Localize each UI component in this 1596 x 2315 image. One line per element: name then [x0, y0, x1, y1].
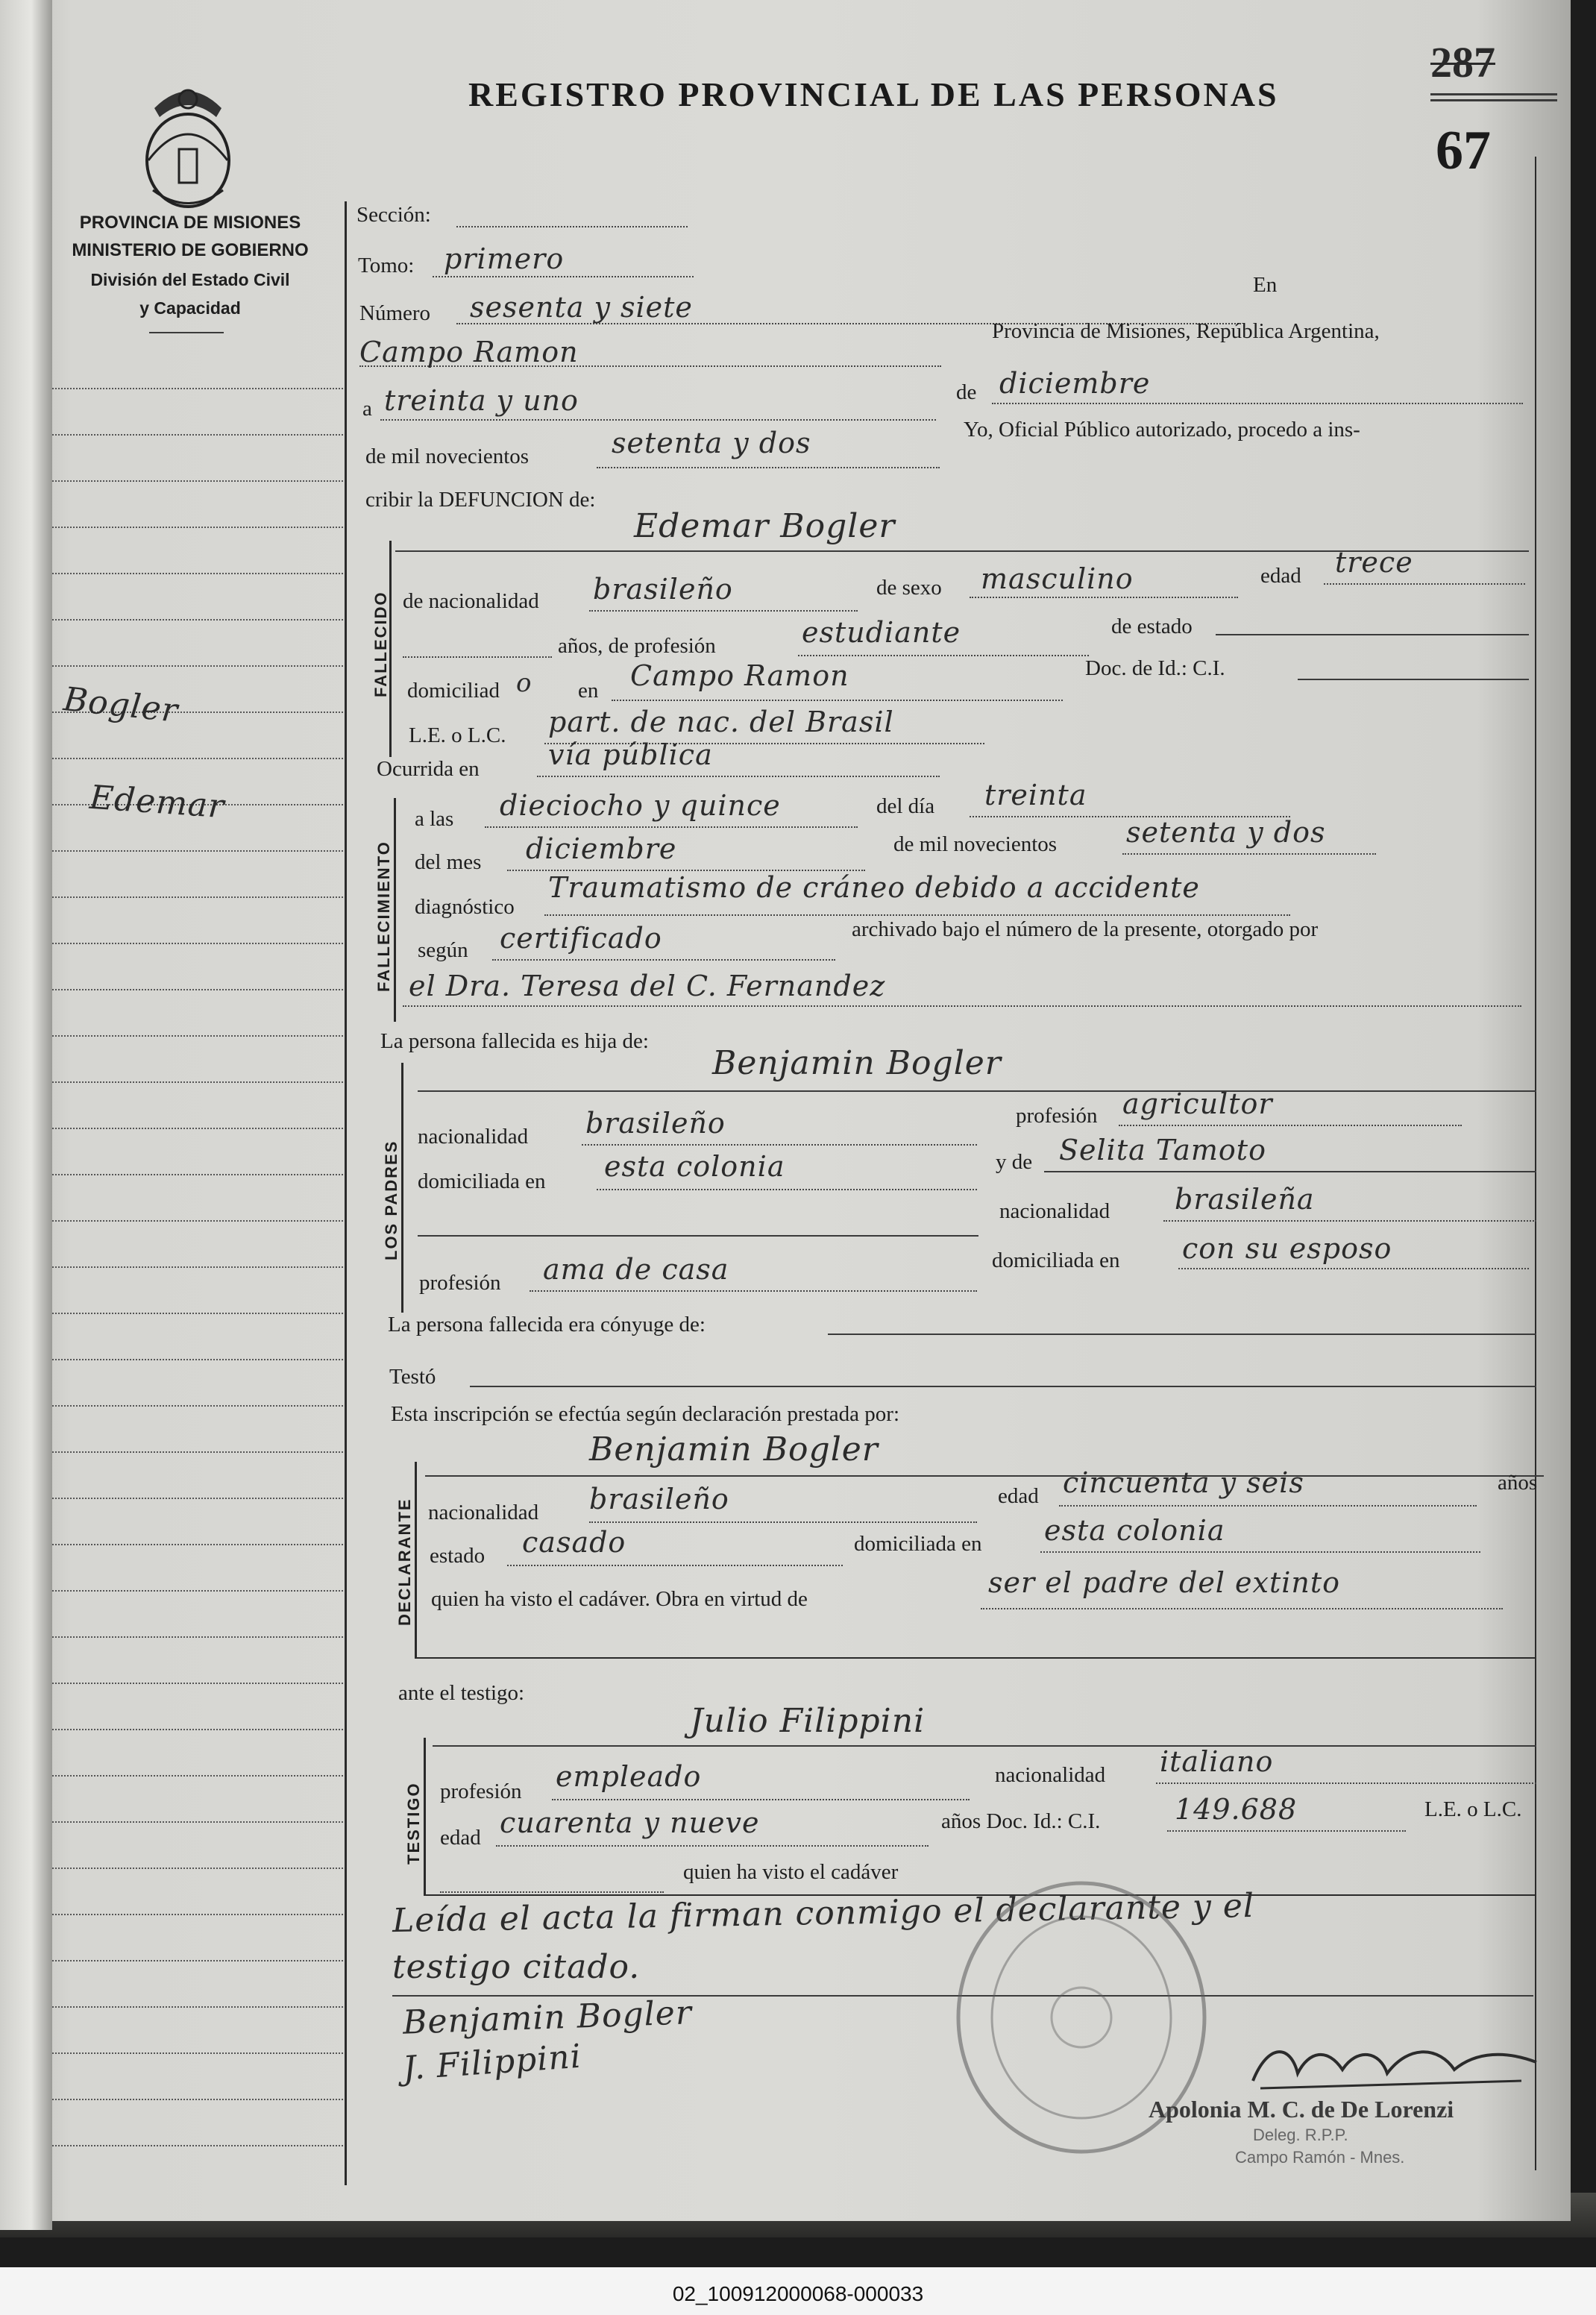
sexo-line	[970, 597, 1238, 598]
division-line2: y Capacidad	[139, 298, 241, 318]
padre-nacionalidad-label: nacionalidad	[418, 1125, 529, 1149]
margin-line	[52, 434, 343, 436]
testigo-profesion-line	[552, 1799, 970, 1800]
right-border	[1535, 157, 1536, 2170]
testigo-nacionalidad-value: italiano	[1160, 1745, 1274, 1778]
declarante-quien-label: quien ha visto el cadáver. Obra en virtud de	[431, 1587, 808, 1611]
padre-extra-line	[418, 1235, 978, 1237]
margin-line	[52, 573, 343, 574]
margin-line	[52, 1821, 343, 1823]
testigo-nacionalidad-line	[1156, 1782, 1536, 1784]
margin-line	[52, 1498, 343, 1499]
signature-declarante: Benjamin Bogler	[402, 1994, 693, 2042]
margin-line	[52, 1081, 343, 1083]
old-number-rule	[1430, 99, 1557, 101]
fallecimiento-section-label: FALLECIMIENTO	[374, 841, 393, 992]
margin-line	[52, 2006, 343, 2008]
margin-line	[52, 896, 343, 898]
official-name: Apolonia M. C. de De Lorenzi	[1149, 2096, 1454, 2123]
ocurrida-label: Ocurrida en	[377, 757, 480, 781]
testigo-intro: ante el testigo:	[398, 1681, 525, 1705]
margin-line	[52, 2099, 343, 2100]
declarante-bottom-rule	[415, 1657, 1536, 1659]
edad-value: trece	[1335, 546, 1413, 579]
testigo-ci-value: 149.688	[1175, 1793, 1298, 1826]
testigo-section-label: TESTIGO	[404, 1782, 423, 1865]
edad-label: edad	[1260, 564, 1301, 588]
margin-line	[52, 1174, 343, 1175]
margin-given-name: Edemar	[88, 778, 226, 826]
declarante-section-label: DECLARANTE	[395, 1498, 414, 1626]
domiciliado-suffix: o	[516, 668, 532, 698]
margin-line	[52, 2145, 343, 2146]
padre-domiciliada-label: domiciliada en	[418, 1169, 546, 1193]
madre-nacionalidad-label: nacionalidad	[999, 1199, 1110, 1223]
numero-label: Número	[359, 301, 431, 325]
segun-value: certificado	[500, 922, 662, 955]
margin-line	[52, 1729, 343, 1730]
signature-testigo: J. Filippini	[401, 2037, 583, 2088]
margin-line	[52, 480, 343, 482]
anio-line	[1122, 853, 1376, 855]
old-number-rule	[1430, 93, 1557, 95]
declarante-bracket	[415, 1462, 417, 1657]
coat-of-arms-icon	[138, 78, 239, 213]
le-label: L.E. o L.C.	[409, 723, 506, 747]
margin-line	[52, 1405, 343, 1407]
madre-profesion-value: ama de casa	[543, 1253, 729, 1286]
official-title: Deleg. R.P.P.	[1253, 2126, 1348, 2144]
declarante-estado-label: estado	[430, 1544, 486, 1568]
province-text: Provincia de Misiones, República Argentina,	[992, 319, 1380, 343]
province-heading: PROVINCIA DE MISIONES	[79, 213, 301, 233]
padre-line	[418, 1090, 1536, 1092]
segun-label: según	[418, 938, 468, 962]
declarante-nombre: Benjamin Bogler	[589, 1430, 879, 1469]
day-value: treinta y uno	[384, 384, 579, 417]
margin-surname: Bogler	[61, 680, 180, 730]
testigo-bracket	[424, 1738, 426, 1894]
madre-line	[1044, 1171, 1536, 1172]
tomo-label: Tomo:	[358, 254, 415, 277]
a-las-label: a las	[415, 807, 454, 831]
numero-value: sesenta y siete	[470, 291, 693, 324]
doc-line	[1298, 679, 1529, 680]
domicilio-line	[612, 700, 1063, 701]
declarante-virtud-line	[981, 1608, 1503, 1609]
madre-domicilio-line	[1178, 1268, 1529, 1269]
margin-line	[52, 1868, 343, 1869]
closing-line-1: Leída el acta la firman conmigo el declarante y el	[392, 1886, 1255, 1941]
declarante-virtud-value: ser el padre del extinto	[988, 1566, 1341, 1599]
declarante-nacionalidad-label: nacionalidad	[428, 1501, 539, 1524]
official-text-1: Yo, Oficial Público autorizado, procedo a ins-	[964, 418, 1360, 442]
testigo-edad-label: edad	[440, 1826, 481, 1850]
diagnostico-value: Traumatismo de cráneo debido a accidente	[548, 871, 1200, 904]
le-value: part. de nac. del Brasil	[548, 706, 894, 738]
madre-nacionalidad-value: brasileña	[1175, 1183, 1315, 1216]
declarante-name-line	[425, 1475, 1544, 1477]
margin-line	[52, 1960, 343, 1961]
domicilio-value: Campo Ramon	[630, 659, 849, 692]
official-place: Campo Ramón - Mnes.	[1235, 2148, 1405, 2167]
testigo-edad-value: cuarenta y nueve	[500, 1806, 760, 1839]
nacionalidad-label: de nacionalidad	[403, 589, 539, 613]
archivado-text: archivado bajo el número de la presente, otorgado por	[852, 917, 1319, 941]
declarante-domicilio-value: esta colonia	[1044, 1514, 1225, 1547]
y-de-label: y de	[996, 1150, 1033, 1174]
ocurrida-value: vía pública	[548, 738, 713, 771]
month-line	[992, 403, 1523, 404]
profesion-line	[798, 655, 1089, 656]
diagnostico-label: diagnóstico	[415, 895, 515, 919]
testigo-le-label: L.E. o L.C.	[1424, 1797, 1522, 1821]
margin-line	[52, 1914, 343, 1915]
margin-line	[52, 619, 343, 621]
padre-nacionalidad-line	[582, 1144, 977, 1146]
declarante-estado-line	[507, 1565, 843, 1566]
testo-label: Testó	[389, 1365, 436, 1389]
anio-label: de mil novecientos	[893, 832, 1058, 856]
declarante-nacionalidad-line	[589, 1521, 977, 1523]
margin-line	[52, 943, 343, 944]
madre-profesion-label: profesión	[419, 1271, 501, 1295]
margin-line	[52, 388, 343, 389]
margin-line	[52, 758, 343, 759]
padre-nombre: Benjamin Bogler	[712, 1044, 1002, 1082]
tomo-value: primero	[444, 242, 565, 275]
domicilio-en-label: en	[578, 679, 599, 703]
a-label: a	[362, 397, 372, 421]
fallecimiento-bracket	[394, 798, 396, 1022]
ministry-heading: MINISTERIO DE GOBIERNO	[72, 240, 309, 260]
margin-line	[52, 1035, 343, 1037]
padre-nacionalidad-value: brasileño	[585, 1107, 726, 1140]
testigo-profesion-value: empleado	[556, 1760, 702, 1793]
padre-profesion-value: agricultor	[1122, 1087, 1273, 1120]
de-label: de	[956, 380, 977, 404]
hora-value: dieciocho y quince	[500, 789, 781, 822]
padre-profesion-line	[1119, 1125, 1462, 1126]
estado-label: de estado	[1111, 615, 1193, 638]
madre-nombre: Selita Tamoto	[1059, 1134, 1266, 1166]
place-line	[359, 365, 941, 367]
act-number: 67	[1436, 120, 1491, 181]
official-signature-icon	[1238, 2029, 1551, 2103]
padres-intro: La persona fallecida es hija de:	[380, 1029, 649, 1053]
en-label: En	[1253, 273, 1278, 297]
margin-line	[52, 1359, 343, 1360]
page-edge	[0, 0, 52, 2230]
domiciliado-label: domiciliad	[407, 679, 500, 703]
closing-line-2: testigo citado.	[392, 1948, 641, 1986]
profesion-value: estudiante	[802, 616, 961, 649]
otorgado-por-value: el Dra. Teresa del C. Fernandez	[409, 970, 886, 1002]
seccion-label: Sección:	[356, 203, 431, 227]
testigo-anos-doc-label: años Doc. Id.: C.I.	[941, 1809, 1101, 1833]
anos-line	[403, 656, 552, 658]
madre-domicilio-value: con su esposo	[1182, 1232, 1392, 1265]
padre-domicilio-value: esta colonia	[604, 1150, 785, 1183]
sexo-value: masculino	[981, 562, 1134, 595]
declarante-nacionalidad-value: brasileño	[589, 1483, 729, 1515]
testigo-name-line	[433, 1745, 1536, 1747]
testigo-profesion-label: profesión	[440, 1780, 522, 1803]
del-mes-label: del mes	[415, 850, 482, 874]
declarante-edad-label: edad	[998, 1484, 1039, 1508]
image-id: 02_100912000068-000033	[672, 2282, 924, 2305]
otorgado-line	[403, 1005, 1521, 1007]
testigo-edad-line	[496, 1845, 929, 1847]
year-line	[597, 467, 940, 468]
declarante-edad-line	[1059, 1505, 1477, 1507]
deceased-name: Edemar Bogler	[634, 507, 896, 545]
mes-value: diciembre	[526, 832, 677, 865]
nacionalidad-line	[589, 610, 858, 612]
testigo-quien-label: quien ha visto el cadáver	[683, 1860, 899, 1884]
margin-line	[52, 1775, 343, 1777]
testigo-extra-line	[440, 1891, 664, 1893]
fallecido-section-label: FALLECIDO	[371, 591, 390, 697]
padres-section-label: LOS PADRES	[382, 1140, 400, 1260]
margin-line	[52, 1220, 343, 1222]
declarante-intro: Esta inscripción se efectúa según declaración prestada por:	[391, 1402, 900, 1426]
sexo-label: de sexo	[876, 576, 942, 600]
official-text-2: cribir la DEFUNCION de:	[365, 488, 596, 512]
place-value: Campo Ramon	[359, 336, 579, 368]
margin-line	[52, 1451, 343, 1453]
margin-line	[52, 1636, 343, 1638]
margin-line	[52, 665, 343, 667]
dia-value: treinta	[984, 779, 1087, 811]
margin-line	[52, 2052, 343, 2054]
declarante-anos-label: años	[1498, 1471, 1538, 1495]
conyuge-label: La persona fallecida era cónyuge de:	[388, 1313, 706, 1336]
heading-rule	[149, 332, 224, 333]
margin-line	[52, 1544, 343, 1545]
testo-line	[470, 1386, 1536, 1387]
del-dia-label: del día	[876, 794, 935, 818]
division-line1: División del Estado Civil	[90, 270, 290, 289]
margin-line	[52, 1128, 343, 1129]
month-value: diciembre	[999, 367, 1151, 400]
old-act-number: 287	[1430, 38, 1495, 87]
madre-nacionalidad-line	[1163, 1220, 1536, 1222]
diagnostico-line	[544, 914, 1290, 916]
hora-line	[485, 826, 858, 828]
declarante-estado-value: casado	[522, 1526, 626, 1559]
declarante-domicilio-line	[1040, 1551, 1480, 1553]
testigo-nacionalidad-label: nacionalidad	[995, 1763, 1106, 1787]
year-value: setenta y dos	[612, 427, 811, 459]
estado-line	[1216, 634, 1529, 635]
anos-profesion-label: años, de profesión	[558, 634, 716, 658]
margin-line	[52, 1266, 343, 1268]
year-label: de mil novecientos	[365, 445, 530, 468]
nacionalidad-value: brasileño	[593, 573, 733, 606]
padre-domicilio-line	[597, 1189, 977, 1190]
doc-label: Doc. de Id.: C.I.	[1085, 656, 1225, 680]
testigo-ci-line	[1167, 1830, 1406, 1832]
margin-line	[52, 527, 343, 528]
segun-line	[492, 959, 835, 961]
madre-profesion-line	[530, 1290, 977, 1292]
column-border	[345, 201, 347, 2185]
margin-line	[52, 989, 343, 990]
testigo-nombre: Julio Filippini	[690, 1702, 926, 1740]
edad-line	[1324, 583, 1525, 585]
ocurrida-line	[537, 776, 940, 777]
madre-domiciliada-label: domiciliada en	[992, 1248, 1120, 1272]
margin-line	[52, 1683, 343, 1684]
declarante-domiciliada-label: domiciliada en	[854, 1532, 982, 1556]
padre-profesion-label: profesión	[1016, 1104, 1098, 1128]
conyuge-line	[828, 1334, 1536, 1335]
seccion-line	[456, 226, 688, 227]
day-line	[380, 419, 936, 421]
anio-value: setenta y dos	[1126, 816, 1326, 849]
margin-line	[52, 850, 343, 852]
margin-line	[52, 1313, 343, 1314]
margin-line	[52, 1590, 343, 1592]
declarante-edad-value: cincuenta y seis	[1063, 1466, 1304, 1499]
padres-bracket	[401, 1063, 403, 1313]
document-title: REGISTRO PROVINCIAL DE LAS PERSONAS	[468, 75, 1279, 113]
tomo-line	[433, 276, 694, 277]
